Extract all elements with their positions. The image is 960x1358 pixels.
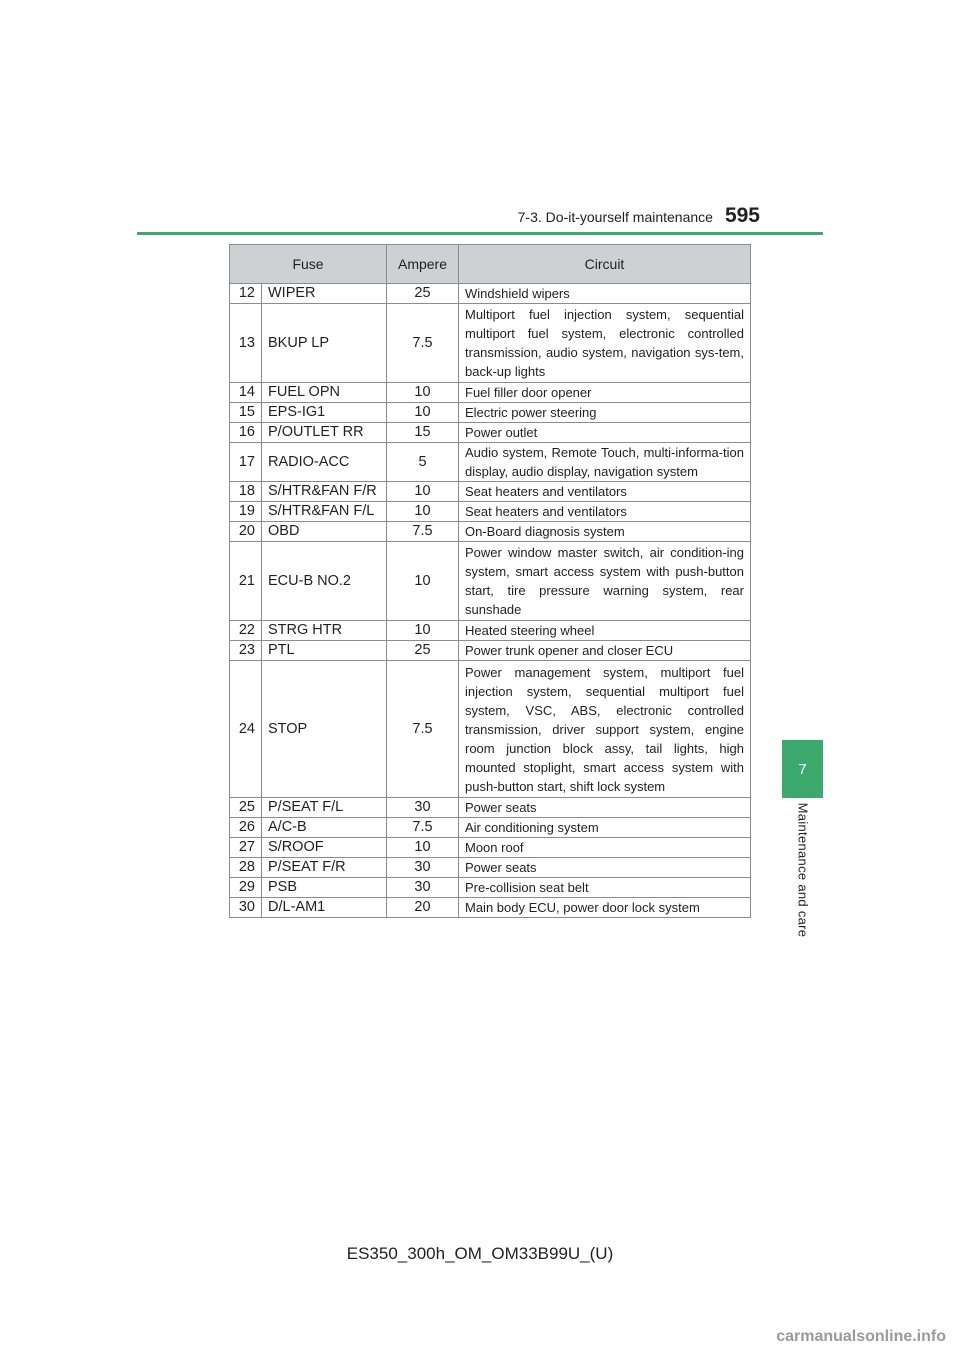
header-rule: [137, 232, 823, 235]
fuse-number: 18: [230, 482, 262, 502]
fuse-ampere: 10: [387, 383, 459, 403]
table-row: [230, 304, 751, 383]
chapter-tab: [782, 740, 823, 798]
fuse-circuit: Heated steering wheel: [459, 621, 751, 641]
table-row: [230, 818, 751, 838]
fuse-circuit: Power seats: [459, 798, 751, 818]
fuse-number: 17: [230, 443, 262, 482]
fuse-name: STOP: [262, 661, 387, 798]
fuse-name: A/C-B: [262, 818, 387, 838]
fuse-name: EPS-IG1: [262, 403, 387, 423]
fuse-circuit: Power management system, multiport fuel injection system, sequential multiport fuel system, VSC, ABS, electronic controlled transmission, driver support system, engine room junction block assy, tail lights, high mounted stoplight, smart access system with push-button start, shift lock system: [459, 661, 751, 798]
fuse-ampere: 10: [387, 621, 459, 641]
fuse-ampere: 20: [387, 898, 459, 918]
fuse-name: P/OUTLET RR: [262, 423, 387, 443]
fuse-name: PTL: [262, 641, 387, 661]
fuse-number: 23: [230, 641, 262, 661]
fuse-circuit: On-Board diagnosis system: [459, 522, 751, 542]
table-row: [230, 383, 751, 403]
table-row: [230, 403, 751, 423]
fuse-circuit: Electric power steering: [459, 403, 751, 423]
fuse-number: 24: [230, 661, 262, 798]
fuse-circuit: Power outlet: [459, 423, 751, 443]
fuse-name: FUEL OPN: [262, 383, 387, 403]
fuse-ampere: 10: [387, 482, 459, 502]
fuse-circuit: Air conditioning system: [459, 818, 751, 838]
table-row: [230, 542, 751, 621]
table-row: [230, 878, 751, 898]
table-row: [230, 502, 751, 522]
table-header-row: [230, 245, 751, 284]
fuse-number: 12: [230, 284, 262, 304]
fuse-circuit: Multiport fuel injection system, sequential multiport fuel system, electronic controlled transmission, audio system, navigation sys-tem, back-up lights: [459, 304, 751, 383]
fuse-circuit: Seat heaters and ventilators: [459, 502, 751, 522]
fuse-circuit: Power trunk opener and closer ECU: [459, 641, 751, 661]
fuse-ampere: 7.5: [387, 661, 459, 798]
fuse-name: ECU-B NO.2: [262, 542, 387, 621]
table-row: [230, 661, 751, 798]
fuse-circuit: Seat heaters and ventilators: [459, 482, 751, 502]
fuse-circuit: Pre-collision seat belt: [459, 878, 751, 898]
fuse-ampere: 30: [387, 798, 459, 818]
table-row: [230, 621, 751, 641]
chapter-side-label: Maintenance and care: [795, 802, 811, 938]
fuse-circuit: Power seats: [459, 858, 751, 878]
fuse-name: S/HTR&FAN F/R: [262, 482, 387, 502]
page-number: 595: [724, 204, 760, 227]
fuse-ampere: 7.5: [387, 522, 459, 542]
fuse-ampere: 15: [387, 423, 459, 443]
table-row: [230, 284, 751, 304]
fuse-name: S/HTR&FAN F/L: [262, 502, 387, 522]
fuse-number: 19: [230, 502, 262, 522]
column-header-circuit: Circuit: [459, 245, 751, 284]
column-header-fuse: Fuse: [230, 245, 387, 284]
fuse-number: 26: [230, 818, 262, 838]
fuse-number: 14: [230, 383, 262, 403]
table-row: [230, 898, 751, 918]
manual-code: ES350_300h_OM_OM33B99U_(U): [346, 1244, 614, 1263]
fuse-number: 27: [230, 838, 262, 858]
fuse-number: 25: [230, 798, 262, 818]
fuse-number: 29: [230, 878, 262, 898]
fuse-ampere: 25: [387, 641, 459, 661]
section-title: 7-3. Do-it-yourself maintenance: [517, 209, 713, 225]
table-row: [230, 443, 751, 482]
table-row: [230, 838, 751, 858]
fuse-name: RADIO-ACC: [262, 443, 387, 482]
fuse-circuit: Audio system, Remote Touch, multi-informa-tion display, audio display, navigation system: [459, 443, 751, 482]
fuse-number: 28: [230, 858, 262, 878]
table-row: [230, 423, 751, 443]
page-header: [470, 204, 760, 228]
fuse-number: 13: [230, 304, 262, 383]
fuse-number: 16: [230, 423, 262, 443]
fuse-ampere: 5: [387, 443, 459, 482]
fuse-circuit: Main body ECU, power door lock system: [459, 898, 751, 918]
fuse-ampere: 30: [387, 858, 459, 878]
fuse-name: P/SEAT F/L: [262, 798, 387, 818]
fuse-ampere: 10: [387, 502, 459, 522]
fuse-name: D/L-AM1: [262, 898, 387, 918]
fuse-circuit: Windshield wipers: [459, 284, 751, 304]
watermark-link[interactable]: carmanualsonline.info: [776, 1328, 946, 1345]
table-row: [230, 522, 751, 542]
fuse-circuit: Power window master switch, air condition-ing system, smart access system with push-button start, tire pressure warning system, rear sunshade: [459, 542, 751, 621]
table-row: [230, 482, 751, 502]
fuse-name: P/SEAT F/R: [262, 858, 387, 878]
fuse-ampere: 10: [387, 542, 459, 621]
fuse-ampere: 7.5: [387, 818, 459, 838]
fuse-circuit: Moon roof: [459, 838, 751, 858]
fuse-ampere: 7.5: [387, 304, 459, 383]
fuse-ampere: 10: [387, 403, 459, 423]
fuse-number: 20: [230, 522, 262, 542]
fuse-table: [229, 244, 751, 918]
fuse-name: STRG HTR: [262, 621, 387, 641]
fuse-number: 15: [230, 403, 262, 423]
fuse-circuit: Fuel filler door opener: [459, 383, 751, 403]
table-row: [230, 641, 751, 661]
fuse-number: 30: [230, 898, 262, 918]
table-row: [230, 858, 751, 878]
column-header-ampere: Ampere: [387, 245, 459, 284]
fuse-ampere: 25: [387, 284, 459, 304]
fuse-number: 21: [230, 542, 262, 621]
table-row: [230, 798, 751, 818]
fuse-name: PSB: [262, 878, 387, 898]
fuse-ampere: 30: [387, 878, 459, 898]
fuse-name: WIPER: [262, 284, 387, 304]
fuse-name: BKUP LP: [262, 304, 387, 383]
fuse-name: S/ROOF: [262, 838, 387, 858]
fuse-ampere: 10: [387, 838, 459, 858]
chapter-number: 7: [798, 760, 807, 778]
fuse-number: 22: [230, 621, 262, 641]
fuse-name: OBD: [262, 522, 387, 542]
